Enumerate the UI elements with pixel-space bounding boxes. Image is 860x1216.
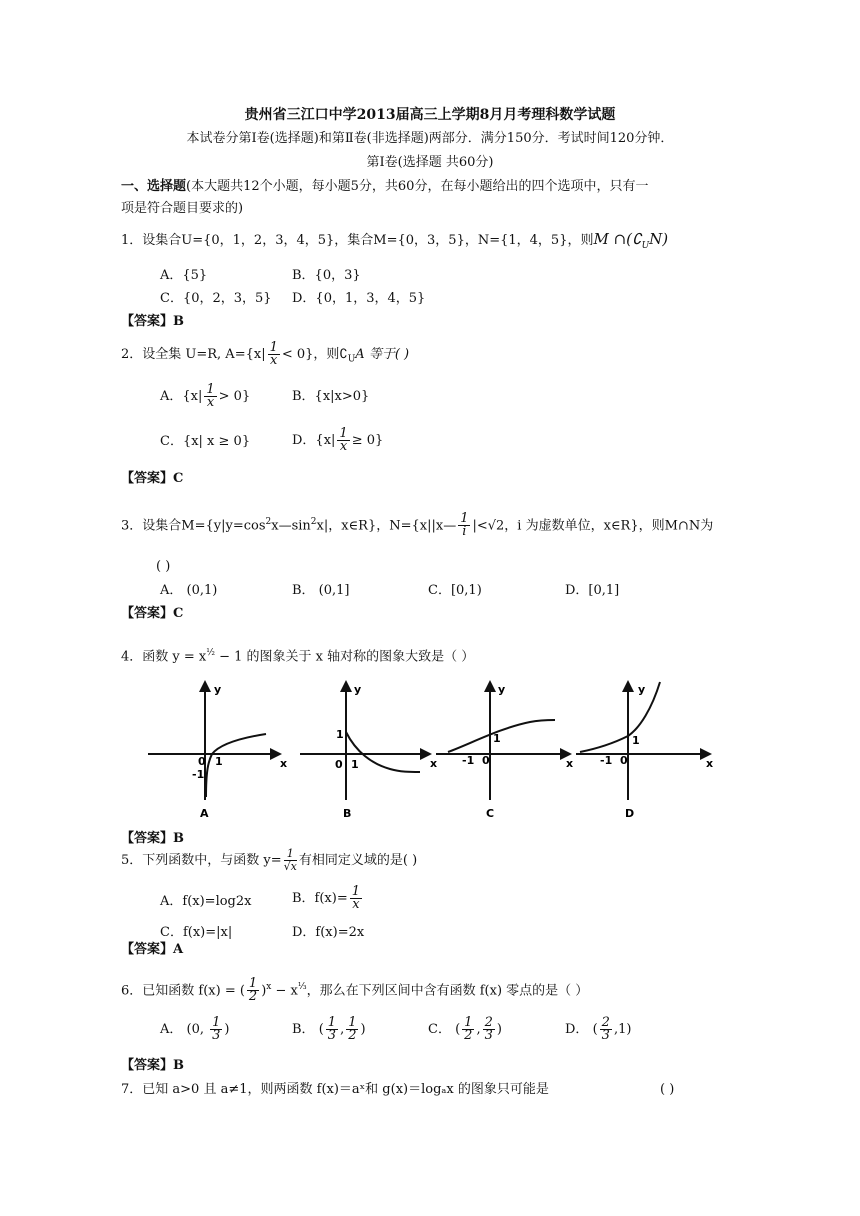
graph-a-tick-1: 1 <box>215 755 223 768</box>
q5-option-a: A．f(x)=log2x <box>160 894 252 909</box>
graph-a-x-label: x <box>280 757 288 770</box>
q6-option-c: C． ( $\frac{1}{2}$ , $\frac{2}{3}$ ) <box>428 1015 502 1043</box>
q1-option-d: D．{0，1，3，4，5} <box>292 291 426 306</box>
graph-c-tick-0: 0 <box>482 754 490 767</box>
graph-d-x-label: x <box>706 757 714 770</box>
q5-option-c: C．f(x)=|x| <box>160 925 233 940</box>
q1-option-a: A．{5} <box>160 268 208 283</box>
section-label: 一、选择题 <box>121 179 187 194</box>
q7-paren: ( ) <box>660 1082 675 1097</box>
exam-title: 贵州省三江口中学2013届高三上学期8月月考理科数学试题 <box>244 107 616 123</box>
graph-c-tick-neg1: -1 <box>462 754 475 767</box>
q1-option-c: C．{0，2，3，5} <box>160 291 272 306</box>
q2-stem: 2．设全集 U=R, A={x| $\frac{1}{x}$ < 0}，则$∁_UA$ 等于( ) <box>121 340 410 368</box>
graph-b-tick-0: 0 <box>335 758 343 771</box>
q7-stem: 7．已知 a>0 且 a≠1，则两函数 f(x)＝aˣ和 g(x)＝logₐx 的图象只可能是 <box>121 1082 549 1097</box>
q1-stem-text: 1．设集合U={0，1，2，3，4，5}，集合M={0，3，5}，N={1，4，5}，则 <box>121 233 594 248</box>
q4-answer: 【答案】B <box>121 831 184 846</box>
graph-c-tick-y1: 1 <box>493 732 501 745</box>
exam-intro: 本试卷分第Ⅰ卷(选择题)和第Ⅱ卷(非选择题)两部分．满分150分．考试时间120分钟． <box>186 131 674 146</box>
q1-stem <box>121 231 668 254</box>
q2-option-d: D．{x| $\frac{1}{x}$ ≥ 0} <box>292 426 384 454</box>
graph-a-tick-neg1: -1 <box>192 768 205 781</box>
graph-d-label: D <box>625 807 635 820</box>
graph-a-tick-0: 0 <box>198 755 206 768</box>
q5-answer: 【答案】A <box>121 942 184 957</box>
graph-c-y-label: y <box>498 683 506 696</box>
part-one-title: 第Ⅰ卷(选择题 共60分) <box>366 155 494 170</box>
q6-stem: 6．已知函数 f(x) = ( $\frac{1}{2}$ )$^x - x^{\frac{1}{3}}$，那么在下列区间中含有函数 f(x) 零点的是（ ） <box>121 976 589 1005</box>
q1-option-b: B．{0，3} <box>292 268 361 283</box>
q1-math: M $\cap(∁_UN)$ <box>593 230 669 251</box>
q6-answer: 【答案】B <box>121 1058 184 1073</box>
q3-option-b: B． (0,1] <box>292 583 350 598</box>
q4-stem: 4．函数 $y = x^{\frac{1}{2}} - 1$ 的图象关于 x 轴对称的图象大致是（ ） <box>121 648 475 665</box>
graph-a <box>148 682 280 800</box>
q3-paren: ( ) <box>156 559 171 574</box>
q3-answer: 【答案】C <box>121 606 184 621</box>
graph-b-label: B <box>343 807 352 820</box>
graph-d-tick-0: 0 <box>620 754 628 767</box>
graph-c-x-label: x <box>566 757 574 770</box>
graph-d-y-label: y <box>638 683 646 696</box>
q3-option-a: A． (0,1) <box>160 583 218 598</box>
graph-b-tick-1: 1 <box>351 758 359 771</box>
graph-b <box>300 682 430 800</box>
q5-stem: 5．下列函数中，与函数 y= $\frac{1}{√x}$ 有相同定义域的是( ) <box>121 847 418 873</box>
q2-answer: 【答案】C <box>121 471 184 486</box>
q6-option-d: D． ( $\frac{2}{3}$ ,1) <box>565 1015 632 1043</box>
q6-option-a: A． (0, $\frac{1}{3}$ ) <box>160 1015 230 1043</box>
graph-d-tick-neg1: -1 <box>600 754 613 767</box>
section-desc: (本大题共12个小题，每小题5分，共60分，在每小题给出的四个选项中，只有一 <box>186 179 649 194</box>
q2-fraction: $\frac{1}{x}$ <box>269 340 278 368</box>
graph-d <box>576 682 710 800</box>
q2-option-b: B．{x|x>0} <box>292 389 370 404</box>
q3-stem: 3．设集合$M=\{y|y=\cos^2x—\sin^2x|$，x∈R}，N={x||x— $\frac{1}{i}$ |<√2，i 为虚数单位，x∈R}，则M∩N为 <box>121 511 714 540</box>
q5-option-b: B．f(x)= $\frac{1}{x}$ <box>292 884 361 912</box>
graph-a-y-label: y <box>214 683 222 696</box>
section-heading <box>121 179 648 195</box>
graph-b-tick-y1: 1 <box>336 728 344 741</box>
graph-c-label: C <box>486 807 495 820</box>
section-desc-2: 项是符合题目要求的) <box>121 201 244 216</box>
graph-a-label: A <box>200 807 209 820</box>
q3-option-c: C．[0,1) <box>428 583 482 598</box>
q4-graphs <box>0 672 860 822</box>
q2-option-c: C．{x| x ≥ 0} <box>160 434 251 449</box>
graph-d-tick-y1: 1 <box>632 734 640 747</box>
q3-option-d: D．[0,1] <box>565 583 620 598</box>
graph-b-x-label: x <box>430 757 438 770</box>
q6-option-b: B． ( $\frac{1}{3}$ , $\frac{1}{2}$ ) <box>292 1015 366 1043</box>
q2-option-a: A．{x| $\frac{1}{x}$ > 0} <box>160 382 251 410</box>
q1-answer: 【答案】B <box>121 314 184 329</box>
q5-option-d: D．f(x)=2x <box>292 925 365 940</box>
graph-b-y-label: y <box>354 683 362 696</box>
graph-c <box>436 682 570 800</box>
